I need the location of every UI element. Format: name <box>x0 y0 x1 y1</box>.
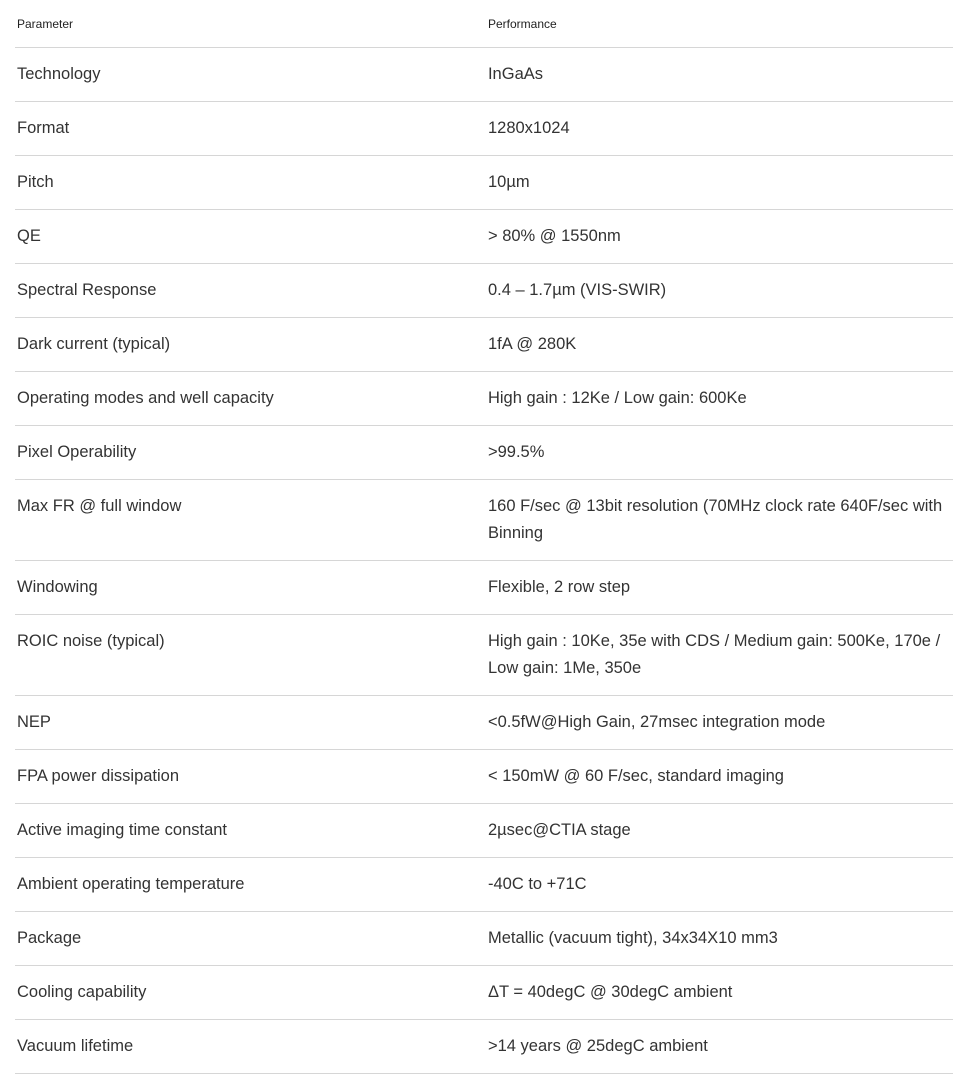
table-row <box>15 480 953 561</box>
parameter-cell: Technology <box>15 48 486 102</box>
column-header-parameter: Parameter <box>15 0 486 48</box>
performance-cell: 1fA @ 280K <box>486 318 953 372</box>
performance-cell: High gain : 12Ke / Low gain: 600Ke <box>486 372 953 426</box>
table-row <box>15 318 953 372</box>
performance-cell: -40C to +71C <box>486 858 953 912</box>
parameter-cell: Pixel Operability <box>15 426 486 480</box>
performance-cell: > 80% @ 1550nm <box>486 210 953 264</box>
table-row <box>15 426 953 480</box>
performance-cell: Metallic (vacuum tight), 34x34X10 mm3 <box>486 912 953 966</box>
parameter-cell: FPA power dissipation <box>15 750 486 804</box>
performance-cell: 10µm <box>486 156 953 210</box>
performance-cell: InGaAs <box>486 48 953 102</box>
performance-cell: >99.5% <box>486 426 953 480</box>
table-row <box>15 561 953 615</box>
performance-cell: 1280x1024 <box>486 102 953 156</box>
parameter-cell: NEP <box>15 696 486 750</box>
parameter-cell: ROIC noise (typical) <box>15 615 486 696</box>
parameter-cell: Ambient operating temperature <box>15 858 486 912</box>
parameter-cell: Cooling capability <box>15 966 486 1020</box>
table-row <box>15 912 953 966</box>
performance-cell: 160 F/sec @ 13bit resolution (70MHz clock rate 640F/sec with Binning <box>486 480 953 561</box>
performance-cell: High gain : 10Ke, 35e with CDS / Medium gain: 500Ke, 170e / Low gain: 1Me, 350e <box>486 615 953 696</box>
performance-cell: ΔT = 40degC @ 30degC ambient <box>486 966 953 1020</box>
performance-cell: <0.5fW@High Gain, 27msec integration mode <box>486 696 953 750</box>
parameter-cell: QE <box>15 210 486 264</box>
parameter-cell: Package <box>15 912 486 966</box>
table-row <box>15 966 953 1020</box>
table-row <box>15 750 953 804</box>
table-row <box>15 102 953 156</box>
performance-cell: < 150mW @ 60 F/sec, standard imaging <box>486 750 953 804</box>
table-row <box>15 156 953 210</box>
table-row <box>15 858 953 912</box>
parameter-cell: Spectral Response <box>15 264 486 318</box>
column-header-performance: Performance <box>486 0 953 48</box>
parameter-cell: Dark current (typical) <box>15 318 486 372</box>
performance-cell: >14 years @ 25degC ambient <box>486 1020 953 1074</box>
table-row <box>15 804 953 858</box>
table-row <box>15 615 953 696</box>
table-body <box>15 48 953 1074</box>
table-header <box>15 0 953 48</box>
parameter-cell: Format <box>15 102 486 156</box>
table-row <box>15 1020 953 1074</box>
header-row <box>15 0 953 48</box>
table-row <box>15 48 953 102</box>
performance-cell: 0.4 – 1.7µm (VIS-SWIR) <box>486 264 953 318</box>
parameter-cell: Operating modes and well capacity <box>15 372 486 426</box>
table-row <box>15 210 953 264</box>
table-row <box>15 264 953 318</box>
performance-cell: 2µsec@CTIA stage <box>486 804 953 858</box>
parameter-cell: Windowing <box>15 561 486 615</box>
table-row <box>15 372 953 426</box>
specifications-table <box>15 0 953 1074</box>
parameter-cell: Active imaging time constant <box>15 804 486 858</box>
parameter-cell: Vacuum lifetime <box>15 1020 486 1074</box>
table-row <box>15 696 953 750</box>
performance-cell: Flexible, 2 row step <box>486 561 953 615</box>
parameter-cell: Pitch <box>15 156 486 210</box>
parameter-cell: Max FR @ full window <box>15 480 486 561</box>
